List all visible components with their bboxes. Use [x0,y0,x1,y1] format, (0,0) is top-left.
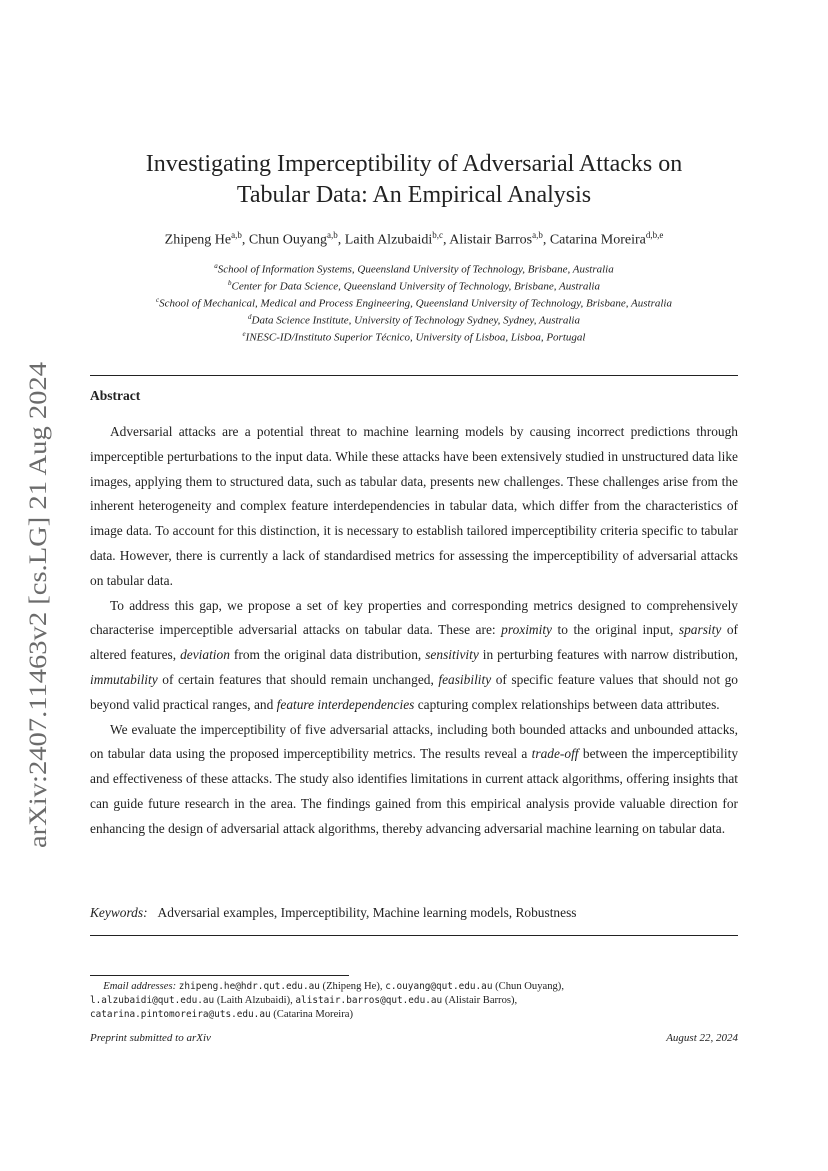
keywords-text: Adversarial examples, Imperceptibility, Machine learning models, Robustness [157,905,577,920]
author-affiliation-marker: d,b,e [645,230,664,240]
emphasis-term: proximity [501,622,552,638]
author-name: Chun Ouyang [248,232,328,248]
text-run: capturing complex relationships between data attributes. [414,696,720,712]
email-link[interactable]: c.ouyang@qut.edu.au [385,981,493,992]
email-footnote [90,980,738,1021]
email-link[interactable]: catarina.pintomoreira@uts.edu.au [90,1008,271,1020]
text-run: in perturbing features with narrow distribution, [478,647,739,663]
affiliation-item [90,328,738,345]
affiliation-item [90,277,738,294]
emphasis-term: immutability [90,671,158,687]
emphasis-term: feature interdependencies [276,696,415,712]
email-owner: (Chun Ouyang), [495,981,564,992]
paper-title-line-2: Tabular Data: An Empirical Analysis [236,182,592,208]
author-name: Alistair Barros [449,232,533,248]
emphasis-term: sensitivity [425,647,479,663]
abstract-heading: Abstract [90,388,141,403]
email-link[interactable]: zhipeng.he@hdr.qut.edu.au [178,981,320,992]
text-run: to the original input, [551,622,679,638]
affiliation-text: School of Mechanical, Medical and Process Engineering, Queensland University of Technology, Brisbane, Australia [159,297,672,310]
emphasis-term: sparsity [678,622,722,638]
affiliation-marker: b [228,278,232,287]
paper-title-line-1: Investigating Imperceptibility of Adversarial Attacks on [145,151,683,177]
abstract-body [90,420,738,842]
email-owner: (Catarina Moreira) [273,1008,353,1020]
author-affiliation-marker: a,b [327,230,338,240]
author-name: Zhipeng He [164,232,232,248]
keywords-line [90,905,738,921]
email-owner: (Laith Alzubaidi), [216,994,293,1006]
preprint-note: Preprint submitted to arXiv [90,1032,211,1044]
affiliation-item [90,311,738,328]
text-run: We evaluate the imperceptibility of five adversarial attacks, including both bounded attacks and unbounded attacks, on tabular data using the proposed imperceptibility metrics. The results reveal a [90,721,738,762]
preprint-date: August 22, 2024 [666,1032,738,1044]
affiliation-list [90,260,738,345]
author-affiliation-marker: b,c [432,230,444,240]
affiliation-marker: a [214,262,218,270]
text-run: To address this gap, we propose a set of key properties and corresponding metrics designed to comprehensively characterise imperceptible adversarial attacks on tabular data. These are: [90,597,738,638]
abstract-top-rule [90,375,738,376]
arxiv-stamp-text: arXiv:2407.11463v2 [cs.LG] 21 Aug 2024 [25,422,52,848]
emphasis-term: trade-off [531,746,579,762]
text-run: of specific feature values that should not go beyond valid practical ranges, and [90,671,738,712]
author-affiliation-marker: a,b [231,230,242,240]
emphasis-term: deviation [180,647,230,663]
abstract-paragraph-2 [90,594,738,718]
email-link[interactable]: alistair.barros@qut.edu.au [295,994,443,1006]
author-name: Catarina Moreira [549,232,646,248]
arxiv-identifier-stamp [4,360,54,850]
author-name: Laith Alzubaidi [344,232,433,248]
footnote-rule [90,975,349,976]
affiliation-text: INESC-ID/Instituto Superior Técnico, University of Lisboa, Lisboa, Portugal [245,331,586,344]
email-owner: (Alistair Barros), [444,994,518,1006]
abstract-bottom-rule [90,935,738,936]
keywords-label: Keywords: [90,905,148,920]
email-label: Email addresses: [103,981,177,992]
affiliation-text: Data Science Institute, University of Technology Sydney, Sydney, Australia [251,314,580,327]
affiliation-text: School of Information Systems, Queensland University of Technology, Brisbane, Australia [217,263,614,276]
email-link[interactable]: l.alzubaidi@qut.edu.au [90,994,215,1006]
affiliation-marker: d [248,312,252,321]
abstract-paragraph-3 [90,718,738,842]
affiliation-marker: c [156,295,160,304]
author-list: Zhipeng He$^{a,b}$, Chun Ouyang$^{a,b}$, Laith Alzubaidi$^{b,c}$, Alistair Barros$^{a,b}$, Catarina Moreira$^{d,b,e}$ [164,230,664,248]
affiliation-text: Center for Data Science, Queensland University of Technology, Brisbane, Australia [231,280,600,293]
affiliation-item [90,260,738,277]
abstract-paragraph-1: Adversarial attacks are a potential threat to machine learning models by causing incorrect predictions through imperceptible perturbations to the input data. While these attacks have been extensively studied in unstructured data like images, applying them to structured data, such as tabular data, presents new challenges. These challenges arise from the inherent heterogeneity and complex feature interdependencies in tabular data, which differ from the characteristics of image data. To account for this distinction, it is necessary to establish tailored imperceptibility criteria specific to tabular data. However, there is currently a lack of standardised metrics for assessing the imperceptibility of adversarial attacks on tabular data. [90,424,738,588]
affiliation-marker: e [242,329,246,338]
paper-title [90,149,738,211]
author-affiliation-marker: a,b [532,230,543,240]
text-run: of certain features that should remain unchanged, [157,671,439,687]
text-run: of altered features, [90,622,738,663]
affiliation-item [90,294,738,311]
text-run: between the imperceptibility and effectiveness of these attacks. The study also identifies limitations in current attack algorithms, offering insights that can guide future research in the area. The findings gained from this empirical analysis provide valuable direction for enhancing the design of adversarial attack algorithms, thereby advancing adversarial machine learning on tabular data. [90,746,739,836]
text-run: from the original data distribution, [229,647,426,663]
emphasis-term: feasibility [438,671,492,687]
email-owner: (Zhipeng He), [322,981,383,992]
